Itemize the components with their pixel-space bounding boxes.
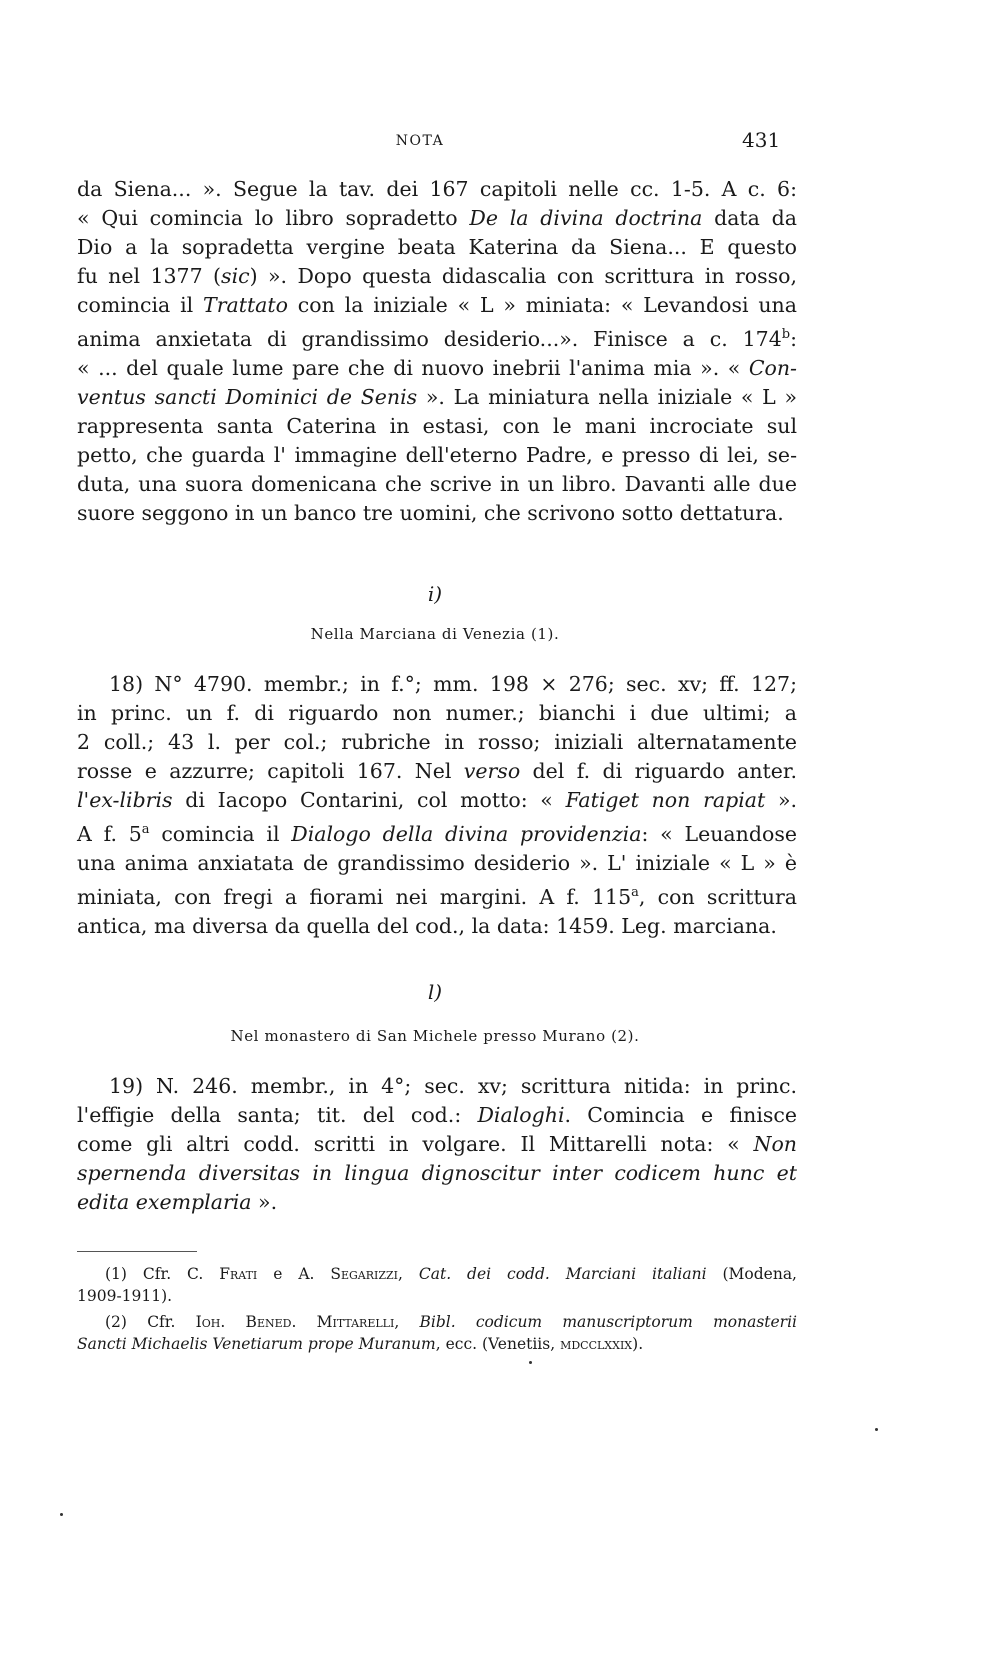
text-line: da Siena... ». Segue la tav. dei 167 capitoli nelle cc. 1-5. A c. 6: [77, 177, 797, 201]
section-letter-i: i) [427, 582, 443, 606]
footnote-1-line: 1909-1911). [77, 1287, 173, 1305]
text-line: edita exemplaria ». [77, 1190, 278, 1214]
text-line: anima anxietata di grandissimo desiderio...». Finisce a c. 174$^b$: [77, 326, 797, 351]
text-line: 19) N. 246. membr., in 4°; sec. xv; scrittura nitida: in princ. [109, 1074, 797, 1098]
text-line: l'effigie della santa; tit. del cod.: Dialoghi. Comincia e finisce [77, 1103, 798, 1127]
section-letter-l: l) [427, 980, 443, 1004]
text-line: Dio a la sopradetta vergine beata Katerina da Siena... E questo [77, 235, 797, 259]
text-line: antica, ma diversa da quella del cod., la data: 1459. Leg. marciana. [77, 913, 777, 938]
print-speck [875, 1428, 878, 1431]
text-line: « Qui comincia lo libro sopradetto De la divina doctrina data da [77, 206, 797, 230]
footnote-rule [77, 1251, 197, 1252]
section-caption-i: Nella Marciana di Venezia (1). [310, 625, 560, 643]
running-head [0, 128, 987, 152]
text-line: duta, una suora domenicana che scrive in un libro. Davanti alle due [77, 471, 797, 496]
paragraph-3 [77, 1072, 797, 1217]
footnote-2-line: Sancti Michaelis Venetiarum prope Muranum, ecc. (Venetiis, mdcclxxix). [77, 1335, 644, 1353]
text-line: rosse e azzurre; capitoli 167. Nel verso del f. di riguardo anter. [77, 759, 797, 783]
text-line: comincia il Trattato con la iniziale « L » miniata: « Levandosi una [77, 293, 797, 317]
text-line: in princ. un f. di riguardo non numer.; bianchi i due ultimi; a [77, 701, 797, 725]
print-speck [529, 1361, 532, 1364]
text-line: 18) N° 4790. membr.; in f.°; mm. 198 × 276; sec. xv; ff. 127; [109, 672, 797, 696]
text-line: l'ex-libris di Iacopo Contarini, col motto: « Fatiget non rapiat ». [77, 788, 797, 812]
page-number: 431 [742, 128, 781, 152]
text-line: miniata, con fregi a fiorami nei margini. A f. 115$^a$, con scrittura [77, 884, 797, 909]
footnote-1-line: (1) Cfr. C. Frati e A. Segarizzi, Cat. dei codd. Marciani italiani (Modena, [105, 1265, 797, 1283]
text-line: rappresenta santa Caterina in estasi, con le mani incrociate sul [77, 413, 797, 438]
text-line: ventus sancti Dominici de Senis ». La miniatura nella iniziale « L » [77, 384, 797, 409]
running-title: NOTA [395, 133, 445, 149]
text-line: suore seggono in un banco tre uomini, che scrivono sotto dettatura. [77, 500, 784, 525]
section-caption-l: Nel monastero di San Michele presso Murano (2). [230, 1027, 640, 1045]
text-line: A f. 5$^a$ comincia il Dialogo della divina providenzia: « Leuandose [77, 821, 797, 846]
text-line: una anima anxiatata de grandissimo desiderio ». L' iniziale « L » è [77, 850, 797, 875]
text-line: fu nel 1377 (sic) ». Dopo questa didascalia con scrittura in rosso, [77, 264, 797, 288]
text-line: spernenda diversitas in lingua dignoscitur inter codicem hunc et [77, 1161, 797, 1185]
text-line: petto, che guarda l' immagine dell'eterno Padre, e presso di lei, se- [77, 442, 797, 467]
text-line: come gli altri codd. scritti in volgare. Il Mittarelli nota: « Non [77, 1132, 797, 1156]
footnotes [77, 1263, 797, 1355]
footnote-2-line: (2) Cfr. Ioh. Bened. Mittarelli, Bibl. codicum manuscriptorum monasterii [105, 1313, 797, 1331]
paragraph-2 [77, 670, 797, 941]
print-speck [60, 1513, 63, 1516]
text-line: « ... del quale lume pare che di nuovo inebrii l'anima mia ». « Con- [77, 355, 797, 380]
paragraph-1 [77, 175, 797, 528]
text-line: 2 coll.; 43 l. per col.; rubriche in rosso; iniziali alternatamente [77, 730, 797, 754]
